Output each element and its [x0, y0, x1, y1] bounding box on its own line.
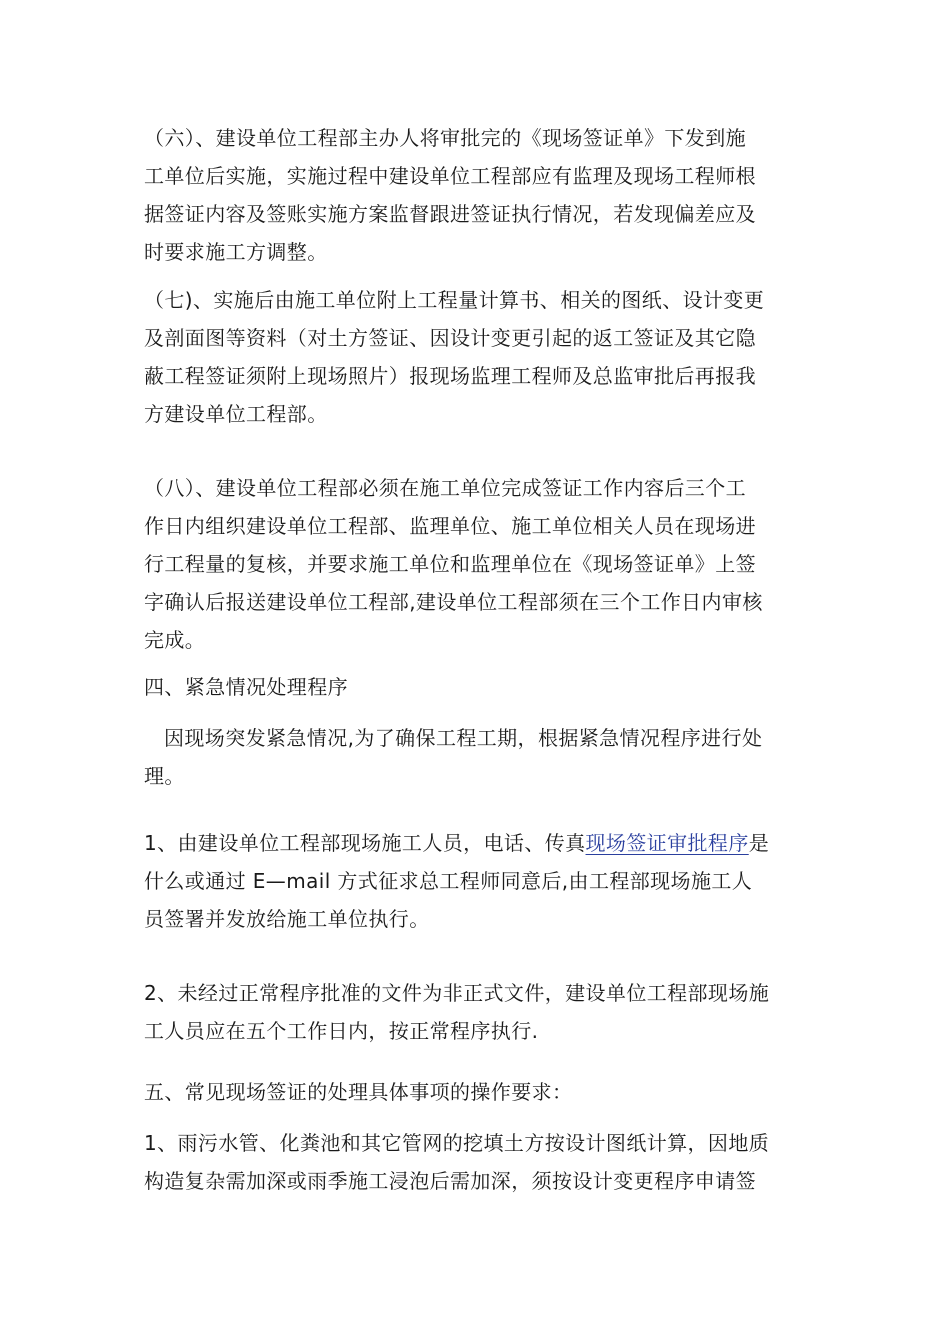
text-line: 构造复杂需加深或雨季施工浸泡后需加深，须按设计变更程序申请签 — [144, 1169, 756, 1193]
text-segment: 是 — [748, 831, 770, 855]
text-line: 理。 — [144, 764, 185, 788]
text-line: 因现场突发紧急情况,为了确保工程工期，根据紧急情况程序进行处 — [164, 726, 763, 750]
text-line: 字确认后报送建设单位工程部,建设单位工程部须在三个工作日内审核 — [144, 590, 763, 614]
list-item-2 — [144, 974, 804, 1050]
text-segment: 1、由建设单位工程部现场施工人员，电话、传真 — [144, 831, 586, 855]
text-line: 方建设单位工程部。 — [144, 402, 328, 426]
paragraph-seven — [144, 281, 804, 433]
section-heading-five — [144, 1073, 804, 1111]
heading-text: 五、常见现场签证的处理具体事项的操作要求： — [144, 1080, 573, 1104]
text-line: 2、未经过正常程序批准的文件为非正式文件，建设单位工程部现场施 — [144, 981, 770, 1005]
text-line: 及剖面图等资料（对土方签证、因设计变更引起的返工签证及其它隐 — [144, 326, 756, 350]
text-line: 蔽工程签证须附上现场照片）报现场监理工程师及总监审批后再报我 — [144, 364, 756, 388]
text-line: （八）、建设单位工程部必须在施工单位完成签证工作内容后三个工 — [144, 476, 746, 500]
text-line: 据签证内容及签账实施方案监督跟进签证执行情况，若发现偏差应及 — [144, 202, 756, 226]
text-line: 完成。 — [144, 628, 206, 652]
paragraph-eight — [144, 469, 804, 659]
text-line: 时要求施工方调整。 — [144, 240, 328, 264]
list-item-5-1 — [144, 1124, 804, 1200]
list-item-1 — [144, 824, 804, 938]
text-line — [144, 824, 804, 862]
text-line: 行工程量的复核，并要求施工单位和监理单位在《现场签证单》上签 — [144, 552, 756, 576]
text-line: （六）、建设单位工程部主办人将审批完的《现场签证单》下发到施 — [144, 126, 746, 150]
paragraph-six — [144, 119, 804, 271]
section-heading-four — [144, 668, 804, 706]
text-line: 1、雨污水管、化粪池和其它管网的挖填土方按设计图纸计算，因地质 — [144, 1131, 770, 1155]
approval-procedure-link[interactable]: 现场签证审批程序 — [585, 831, 749, 855]
heading-text: 四、紧急情况处理程序 — [144, 675, 348, 699]
text-line: 员签署并发放给施工单位执行。 — [144, 907, 430, 931]
text-line: 作日内组织建设单位工程部、监理单位、施工单位相关人员在现场进 — [144, 514, 756, 538]
text-line: 什么或通过 E—mail 方式征求总工程师同意后,由工程部现场施工人 — [144, 869, 753, 893]
text-line: 工单位后实施，实施过程中建设单位工程部应有监理及现场工程师根 — [144, 164, 756, 188]
text-line: （七)、实施后由施工单位附上工程量计算书、相关的图纸、设计变更 — [144, 288, 765, 312]
paragraph-emergency — [144, 719, 804, 795]
text-line: 工人员应在五个工作日内，按正常程序执行. — [144, 1019, 539, 1043]
